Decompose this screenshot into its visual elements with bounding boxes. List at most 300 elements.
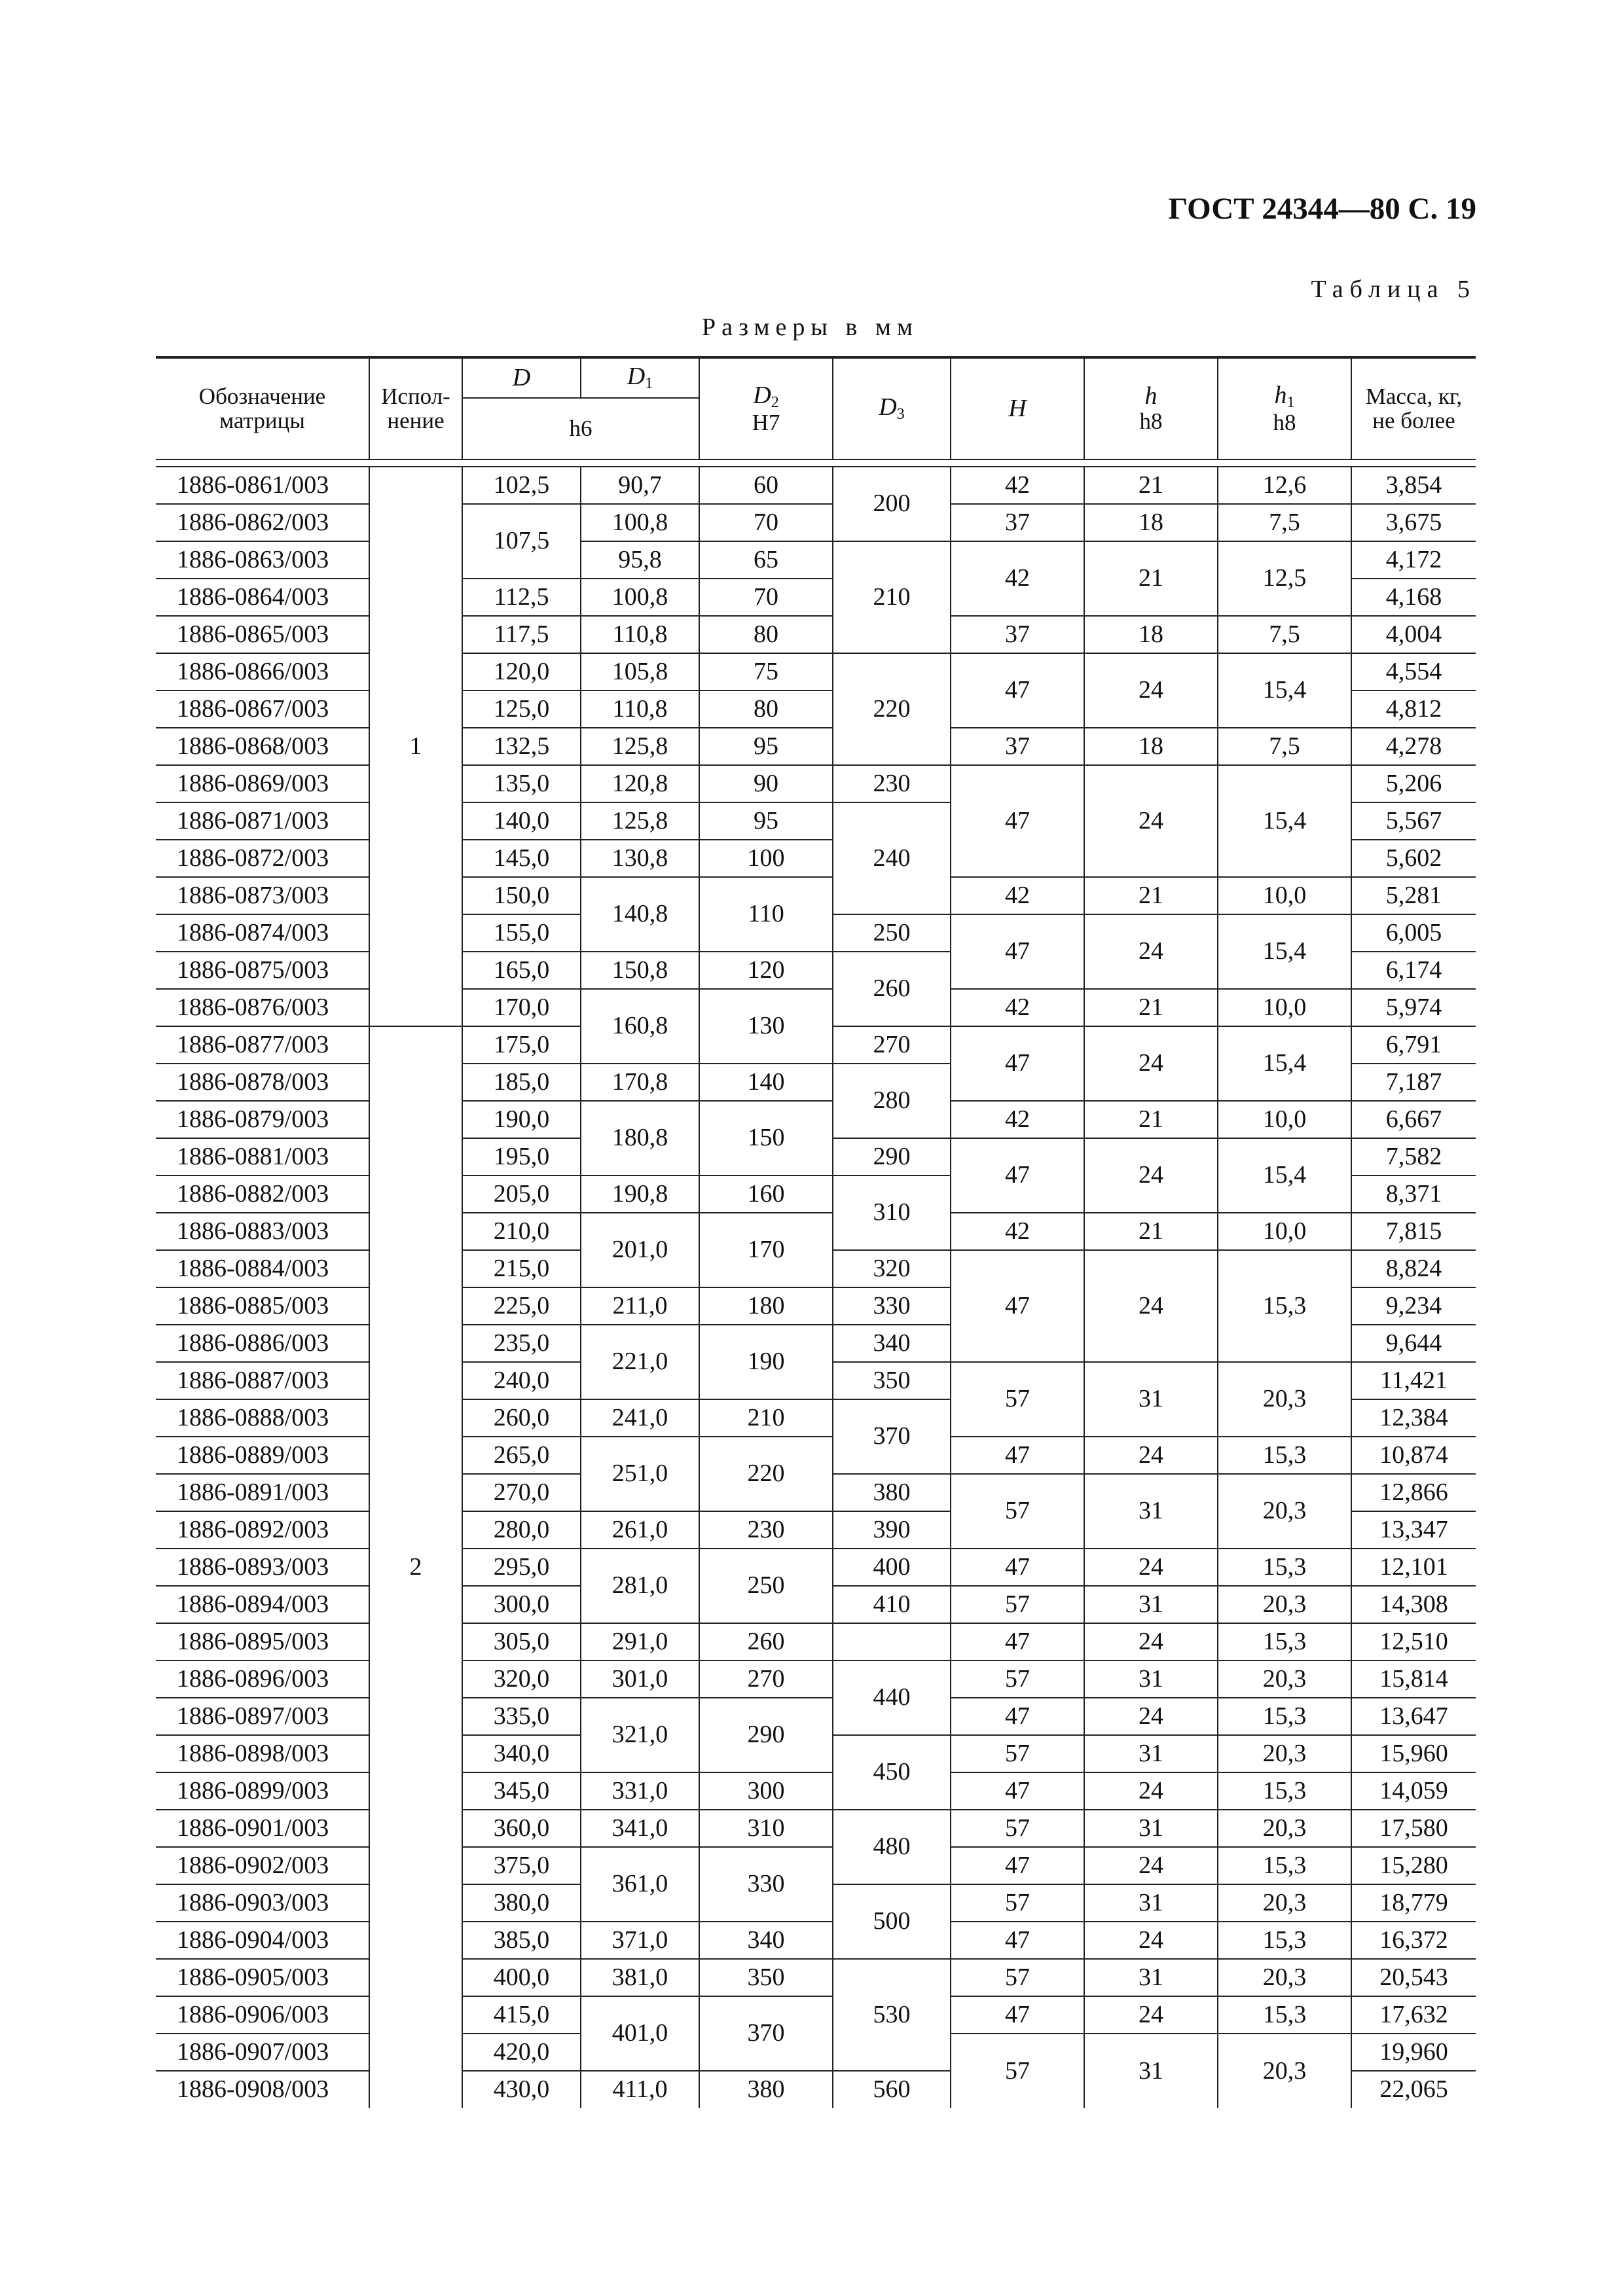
cell-mass: 6,791 — [1351, 1026, 1476, 1064]
cell-D3: 450 — [833, 1735, 951, 1810]
cell-h: 24 — [1084, 765, 1218, 877]
cell-D: 270,0 — [462, 1474, 581, 1511]
cell-D1: 401,0 — [581, 1996, 699, 2071]
cell-designation: 1886-0863/003 — [156, 541, 369, 579]
cell-h: 18 — [1084, 504, 1218, 541]
cell-mass: 4,278 — [1351, 728, 1476, 765]
cell-D1: 221,0 — [581, 1325, 699, 1399]
cell-mass: 5,281 — [1351, 877, 1476, 914]
cell-h1: 20,3 — [1218, 1959, 1351, 1996]
cell-h: 21 — [1084, 467, 1218, 504]
cell-H: 47 — [951, 1698, 1084, 1735]
table-row — [156, 1959, 1476, 1996]
cell-D2: 75 — [699, 653, 833, 691]
cell-designation: 1886-0871/003 — [156, 802, 369, 840]
cell-H: 42 — [951, 541, 1084, 616]
table-row — [156, 1213, 1476, 1250]
cell-h: 31 — [1084, 1810, 1218, 1847]
cell-mass: 11,421 — [1351, 1362, 1476, 1399]
cell-mass: 14,308 — [1351, 1586, 1476, 1623]
cell-h: 21 — [1084, 1101, 1218, 1138]
table-row — [156, 1660, 1476, 1698]
table-row — [156, 467, 1476, 504]
cell-D3: 350 — [833, 1362, 951, 1399]
cell-mass: 5,567 — [1351, 802, 1476, 840]
cell-mass: 12,866 — [1351, 1474, 1476, 1511]
cell-mass: 16,372 — [1351, 1922, 1476, 1959]
cell-h1: 15,3 — [1218, 1922, 1351, 1959]
table-row — [156, 541, 1476, 579]
cell-designation: 1886-0907/003 — [156, 2034, 369, 2071]
cell-h1: 10,0 — [1218, 1213, 1351, 1250]
cell-D2: 110 — [699, 877, 833, 952]
cell-H: 37 — [951, 728, 1084, 765]
cell-mass: 14,059 — [1351, 1772, 1476, 1810]
cell-mass: 20,543 — [1351, 1959, 1476, 1996]
cell-designation: 1886-0872/003 — [156, 840, 369, 877]
cell-D: 185,0 — [462, 1064, 581, 1101]
cell-mass: 15,814 — [1351, 1660, 1476, 1698]
cell-mass: 4,554 — [1351, 653, 1476, 691]
cell-D2: 210 — [699, 1399, 833, 1437]
cell-mass: 8,371 — [1351, 1175, 1476, 1213]
table-row — [156, 1698, 1476, 1735]
cell-D1: 125,8 — [581, 728, 699, 765]
cell-D1: 140,8 — [581, 877, 699, 952]
cell-mass: 3,675 — [1351, 504, 1476, 541]
table-row — [156, 1847, 1476, 1884]
cell-D3: 440 — [833, 1660, 951, 1735]
cell-h1: 15,4 — [1218, 653, 1351, 728]
cell-h1: 20,3 — [1218, 1884, 1351, 1922]
cell-H: 47 — [951, 914, 1084, 989]
cell-h: 31 — [1084, 1362, 1218, 1437]
cell-D1: 100,8 — [581, 579, 699, 616]
cell-h: 24 — [1084, 1437, 1218, 1474]
cell-h1: 10,0 — [1218, 877, 1351, 914]
cell-designation: 1886-0899/003 — [156, 1772, 369, 1810]
cell-mass: 6,005 — [1351, 914, 1476, 952]
cell-mass: 6,667 — [1351, 1101, 1476, 1138]
cell-mass: 22,065 — [1351, 2071, 1476, 2108]
cell-D: 145,0 — [462, 840, 581, 877]
cell-D3: 380 — [833, 1474, 951, 1511]
cell-designation: 1886-0894/003 — [156, 1586, 369, 1623]
cell-H: 57 — [951, 1586, 1084, 1623]
cell-h1: 15,4 — [1218, 765, 1351, 877]
cell-h: 24 — [1084, 1138, 1218, 1213]
cell-h1: 10,0 — [1218, 989, 1351, 1026]
cell-designation: 1886-0876/003 — [156, 989, 369, 1026]
cell-D: 135,0 — [462, 765, 581, 802]
cell-h1: 20,3 — [1218, 1660, 1351, 1698]
cell-D1: 180,8 — [581, 1101, 699, 1175]
cell-designation: 1886-0866/003 — [156, 653, 369, 691]
cell-D: 140,0 — [462, 802, 581, 840]
cell-D2: 130 — [699, 989, 833, 1064]
cell-h1: 20,3 — [1218, 2034, 1351, 2108]
cell-H: 47 — [951, 653, 1084, 728]
cell-D1: 105,8 — [581, 653, 699, 691]
cell-D1: 211,0 — [581, 1287, 699, 1325]
cell-D2: 230 — [699, 1511, 833, 1549]
cell-D: 320,0 — [462, 1660, 581, 1698]
cell-H: 47 — [951, 1922, 1084, 1959]
cell-designation: 1886-0887/003 — [156, 1362, 369, 1399]
cell-h1: 7,5 — [1218, 504, 1351, 541]
cell-D1: 261,0 — [581, 1511, 699, 1549]
table-row — [156, 1101, 1476, 1138]
cell-D2: 180 — [699, 1287, 833, 1325]
cell-h: 21 — [1084, 989, 1218, 1026]
cell-D3: 500 — [833, 1884, 951, 1959]
table-row — [156, 504, 1476, 541]
cell-mass: 12,101 — [1351, 1549, 1476, 1586]
cell-designation: 1886-0884/003 — [156, 1250, 369, 1287]
header-separator — [156, 459, 1476, 467]
cell-D2: 70 — [699, 504, 833, 541]
cell-D3: 210 — [833, 541, 951, 653]
cell-D: 170,0 — [462, 989, 581, 1026]
cell-h1: 12,5 — [1218, 541, 1351, 616]
cell-h1: 15,3 — [1218, 1250, 1351, 1362]
table-row — [156, 989, 1476, 1026]
cell-designation: 1886-0885/003 — [156, 1287, 369, 1325]
cell-designation: 1886-0896/003 — [156, 1660, 369, 1698]
cell-D: 335,0 — [462, 1698, 581, 1735]
cell-h: 24 — [1084, 1772, 1218, 1810]
cell-D: 400,0 — [462, 1959, 581, 1996]
cell-designation: 1886-0888/003 — [156, 1399, 369, 1437]
cell-D: 265,0 — [462, 1437, 581, 1474]
cell-h1: 20,3 — [1218, 1362, 1351, 1437]
cell-D: 260,0 — [462, 1399, 581, 1437]
cell-D2: 270 — [699, 1660, 833, 1698]
units-note: Размеры в мм — [702, 314, 919, 341]
cell-D: 107,5 — [462, 504, 581, 579]
cell-execution: 2 — [369, 1026, 462, 2108]
cell-designation: 1886-0908/003 — [156, 2071, 369, 2108]
cell-D2: 65 — [699, 541, 833, 579]
cell-D1: 361,0 — [581, 1847, 699, 1922]
cell-designation: 1886-0865/003 — [156, 616, 369, 653]
cell-D3: 310 — [833, 1175, 951, 1250]
cell-D2: 380 — [699, 2071, 833, 2108]
cell-D2: 90 — [699, 765, 833, 802]
cell-D1: 291,0 — [581, 1623, 699, 1660]
table-row — [156, 653, 1476, 691]
cell-D3: 340 — [833, 1325, 951, 1362]
cell-h1: 20,3 — [1218, 1810, 1351, 1847]
cell-H: 57 — [951, 1810, 1084, 1847]
cell-D1: 90,7 — [581, 467, 699, 504]
cell-h: 31 — [1084, 1586, 1218, 1623]
cell-D: 385,0 — [462, 1922, 581, 1959]
cell-D: 345,0 — [462, 1772, 581, 1810]
col-D3: $D_3$ — [833, 357, 951, 459]
cell-H: 42 — [951, 1213, 1084, 1250]
cell-D: 132,5 — [462, 728, 581, 765]
cell-D: 125,0 — [462, 691, 581, 728]
cell-h: 21 — [1084, 1213, 1218, 1250]
table-body — [156, 467, 1476, 2108]
cell-h1: 15,3 — [1218, 1437, 1351, 1474]
cell-H: 47 — [951, 1996, 1084, 2034]
cell-mass: 8,824 — [1351, 1250, 1476, 1287]
cell-D2: 370 — [699, 1996, 833, 2071]
cell-D1: 125,8 — [581, 802, 699, 840]
cell-H: 42 — [951, 467, 1084, 504]
col-H: H — [951, 357, 1084, 459]
cell-designation: 1886-0867/003 — [156, 691, 369, 728]
cell-h: 31 — [1084, 1474, 1218, 1549]
cell-h1: 20,3 — [1218, 1474, 1351, 1549]
cell-mass: 7,582 — [1351, 1138, 1476, 1175]
cell-mass: 5,602 — [1351, 840, 1476, 877]
cell-mass: 4,812 — [1351, 691, 1476, 728]
col-h1: $h_1$ h8 — [1218, 357, 1351, 459]
cell-designation: 1886-0883/003 — [156, 1213, 369, 1250]
cell-D: 210,0 — [462, 1213, 581, 1250]
table-row — [156, 877, 1476, 914]
cell-D: 415,0 — [462, 1996, 581, 2034]
col-tolerance-h6: h6 — [462, 398, 699, 459]
cell-D1: 170,8 — [581, 1064, 699, 1101]
cell-designation: 1886-0878/003 — [156, 1064, 369, 1101]
cell-D3: 200 — [833, 467, 951, 541]
cell-designation: 1886-0862/003 — [156, 504, 369, 541]
cell-mass: 12,384 — [1351, 1399, 1476, 1437]
cell-h: 21 — [1084, 541, 1218, 616]
cell-h: 24 — [1084, 1996, 1218, 2034]
cell-D2: 120 — [699, 952, 833, 989]
cell-h1: 15,3 — [1218, 1549, 1351, 1586]
cell-D: 195,0 — [462, 1138, 581, 1175]
page-header: ГОСТ 24344—80 С. 19 — [1168, 192, 1476, 226]
cell-mass: 4,172 — [1351, 541, 1476, 579]
cell-D1: 371,0 — [581, 1922, 699, 1959]
col-D: D — [462, 357, 581, 398]
cell-D: 375,0 — [462, 1847, 581, 1884]
cell-D3: 290 — [833, 1138, 951, 1175]
cell-D: 205,0 — [462, 1175, 581, 1213]
cell-D1: 331,0 — [581, 1772, 699, 1810]
cell-designation: 1886-0901/003 — [156, 1810, 369, 1847]
cell-D3: 220 — [833, 653, 951, 765]
cell-h: 31 — [1084, 1660, 1218, 1698]
cell-D: 155,0 — [462, 914, 581, 952]
cell-D1: 321,0 — [581, 1698, 699, 1772]
cell-designation: 1886-0895/003 — [156, 1623, 369, 1660]
cell-D1: 190,8 — [581, 1175, 699, 1213]
cell-designation: 1886-0898/003 — [156, 1735, 369, 1772]
col-h: h h8 — [1084, 357, 1218, 459]
cell-mass: 12,510 — [1351, 1623, 1476, 1660]
cell-h: 24 — [1084, 1847, 1218, 1884]
cell-D1: 95,8 — [581, 541, 699, 579]
cell-mass: 7,187 — [1351, 1064, 1476, 1101]
cell-designation: 1886-0893/003 — [156, 1549, 369, 1586]
cell-H: 42 — [951, 1101, 1084, 1138]
cell-D3: 260 — [833, 952, 951, 1026]
cell-D2: 350 — [699, 1959, 833, 1996]
cell-designation: 1886-0906/003 — [156, 1996, 369, 2034]
table-caption: Таблица 5 — [1311, 276, 1476, 303]
cell-D1: 241,0 — [581, 1399, 699, 1437]
cell-D: 215,0 — [462, 1250, 581, 1287]
cell-h: 24 — [1084, 1623, 1218, 1660]
cell-H: 37 — [951, 504, 1084, 541]
cell-mass: 13,647 — [1351, 1698, 1476, 1735]
cell-mass: 10,874 — [1351, 1437, 1476, 1474]
cell-H: 47 — [951, 1026, 1084, 1101]
col-D2: $D_2$ H7 — [699, 357, 833, 459]
cell-D3: 480 — [833, 1810, 951, 1884]
col-execution: Испол-нение — [369, 357, 462, 459]
cell-D1: 120,8 — [581, 765, 699, 802]
cell-h1: 10,0 — [1218, 1101, 1351, 1138]
cell-H: 57 — [951, 1660, 1084, 1698]
cell-D2: 260 — [699, 1623, 833, 1660]
cell-mass: 13,347 — [1351, 1511, 1476, 1549]
table-row — [156, 728, 1476, 765]
cell-h1: 15,3 — [1218, 1698, 1351, 1735]
cell-D: 430,0 — [462, 2071, 581, 2108]
col-D1: $D_1$ — [581, 357, 699, 398]
cell-D2: 150 — [699, 1101, 833, 1175]
cell-h: 24 — [1084, 1250, 1218, 1362]
cell-designation: 1886-0873/003 — [156, 877, 369, 914]
cell-h: 31 — [1084, 1884, 1218, 1922]
cell-execution: 1 — [369, 467, 462, 1026]
cell-D2: 190 — [699, 1325, 833, 1399]
cell-D: 165,0 — [462, 952, 581, 989]
cell-D2: 170 — [699, 1213, 833, 1287]
cell-H: 47 — [951, 1138, 1084, 1213]
cell-D3: 530 — [833, 1959, 951, 2071]
col-mass: Масса, кг, не более — [1351, 357, 1476, 459]
cell-D3 — [833, 1623, 951, 1660]
cell-mass: 9,644 — [1351, 1325, 1476, 1362]
cell-designation: 1886-0904/003 — [156, 1922, 369, 1959]
cell-mass: 3,854 — [1351, 467, 1476, 504]
cell-h1: 7,5 — [1218, 616, 1351, 653]
cell-designation: 1886-0869/003 — [156, 765, 369, 802]
cell-designation: 1886-0892/003 — [156, 1511, 369, 1549]
cell-h: 21 — [1084, 877, 1218, 914]
cell-h: 24 — [1084, 1698, 1218, 1735]
cell-D1: 381,0 — [581, 1959, 699, 1996]
cell-designation: 1886-0868/003 — [156, 728, 369, 765]
cell-designation: 1886-0889/003 — [156, 1437, 369, 1474]
cell-D: 340,0 — [462, 1735, 581, 1772]
table-row — [156, 1549, 1476, 1586]
cell-D3: 560 — [833, 2071, 951, 2108]
cell-mass: 17,580 — [1351, 1810, 1476, 1847]
cell-D3: 330 — [833, 1287, 951, 1325]
cell-H: 57 — [951, 2034, 1084, 2108]
cell-D3: 250 — [833, 914, 951, 952]
cell-D2: 290 — [699, 1698, 833, 1772]
cell-h: 24 — [1084, 653, 1218, 728]
cell-D2: 220 — [699, 1437, 833, 1511]
cell-mass: 15,280 — [1351, 1847, 1476, 1884]
cell-D3: 240 — [833, 802, 951, 914]
cell-mass: 15,960 — [1351, 1735, 1476, 1772]
cell-designation: 1886-0861/003 — [156, 467, 369, 504]
cell-h: 18 — [1084, 616, 1218, 653]
table-row — [156, 1810, 1476, 1847]
cell-H: 47 — [951, 765, 1084, 877]
cell-D1: 201,0 — [581, 1213, 699, 1287]
cell-D2: 250 — [699, 1549, 833, 1623]
cell-D3: 410 — [833, 1586, 951, 1623]
cell-h1: 15,3 — [1218, 1847, 1351, 1884]
cell-D1: 281,0 — [581, 1549, 699, 1623]
cell-designation: 1886-0891/003 — [156, 1474, 369, 1511]
cell-designation: 1886-0877/003 — [156, 1026, 369, 1064]
cell-designation: 1886-0874/003 — [156, 914, 369, 952]
cell-h1: 15,4 — [1218, 914, 1351, 989]
cell-h1: 15,3 — [1218, 1772, 1351, 1810]
cell-h1: 15,3 — [1218, 1996, 1351, 2034]
cell-D2: 160 — [699, 1175, 833, 1213]
cell-D: 280,0 — [462, 1511, 581, 1549]
cell-h: 24 — [1084, 914, 1218, 989]
cell-D3: 280 — [833, 1064, 951, 1138]
cell-D1: 110,8 — [581, 616, 699, 653]
cell-D: 235,0 — [462, 1325, 581, 1362]
cell-D: 380,0 — [462, 1884, 581, 1922]
cell-D: 117,5 — [462, 616, 581, 653]
cell-D2: 300 — [699, 1772, 833, 1810]
cell-D: 305,0 — [462, 1623, 581, 1660]
cell-D1: 130,8 — [581, 840, 699, 877]
cell-D3: 270 — [833, 1026, 951, 1064]
cell-h1: 12,6 — [1218, 467, 1351, 504]
cell-mass: 17,632 — [1351, 1996, 1476, 2034]
cell-h1: 15,4 — [1218, 1138, 1351, 1213]
cell-D3: 320 — [833, 1250, 951, 1287]
cell-D: 190,0 — [462, 1101, 581, 1138]
cell-H: 47 — [951, 1772, 1084, 1810]
cell-D: 360,0 — [462, 1810, 581, 1847]
cell-D: 420,0 — [462, 2034, 581, 2071]
cell-H: 57 — [951, 1884, 1084, 1922]
cell-H: 47 — [951, 1623, 1084, 1660]
cell-designation: 1886-0879/003 — [156, 1101, 369, 1138]
cell-D1: 110,8 — [581, 691, 699, 728]
cell-H: 47 — [951, 1250, 1084, 1362]
cell-h: 31 — [1084, 1735, 1218, 1772]
cell-H: 57 — [951, 1959, 1084, 1996]
cell-designation: 1886-0881/003 — [156, 1138, 369, 1175]
cell-designation: 1886-0886/003 — [156, 1325, 369, 1362]
cell-D1: 411,0 — [581, 2071, 699, 2108]
table-row — [156, 616, 1476, 653]
cell-H: 57 — [951, 1735, 1084, 1772]
cell-mass: 6,174 — [1351, 952, 1476, 989]
cell-h: 18 — [1084, 728, 1218, 765]
cell-D: 120,0 — [462, 653, 581, 691]
cell-D2: 95 — [699, 802, 833, 840]
col-designation: Обозначение матрицы — [156, 357, 369, 459]
cell-D2: 70 — [699, 579, 833, 616]
cell-D2: 340 — [699, 1922, 833, 1959]
cell-designation: 1886-0875/003 — [156, 952, 369, 989]
cell-D: 295,0 — [462, 1549, 581, 1586]
cell-D2: 100 — [699, 840, 833, 877]
